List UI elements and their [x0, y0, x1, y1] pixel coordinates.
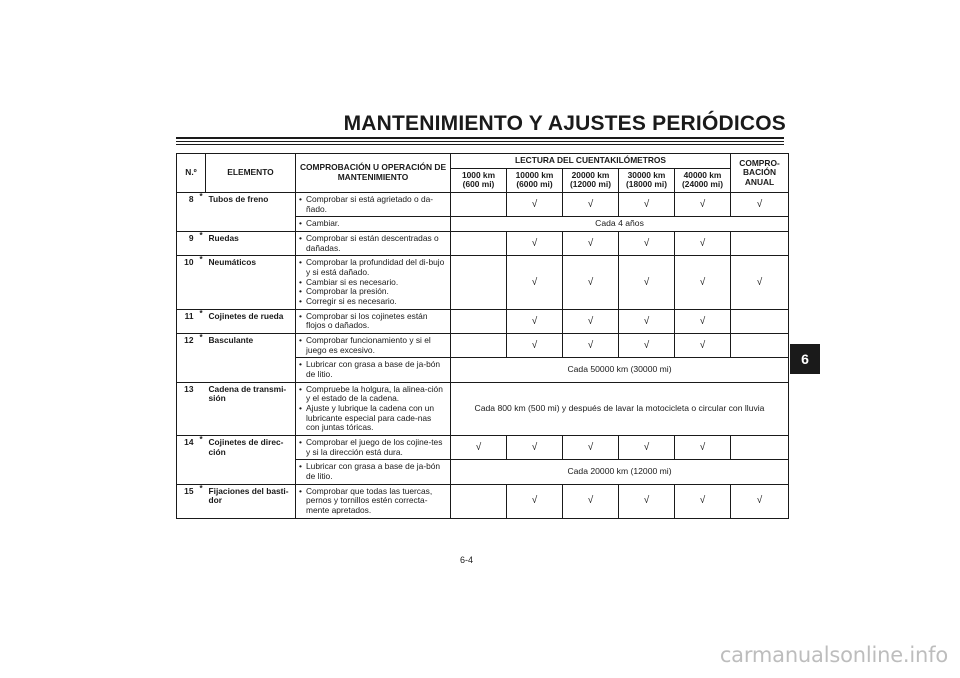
item-number: 8: [177, 192, 197, 231]
title-rule: [176, 141, 784, 142]
annual-check-cell: [731, 334, 789, 358]
item-number: 9: [177, 232, 197, 256]
item-element: Neumáticos: [206, 256, 296, 309]
header-km-3: [563, 168, 619, 192]
dealer-service-marker: [197, 382, 206, 435]
operation-cell: [296, 256, 451, 309]
km-label: 10000 km: [515, 169, 554, 180]
header-km-2: [507, 168, 563, 192]
operation-bullet: • Lubricar con grasa a base de ja-bón de litio.: [299, 462, 447, 481]
dealer-service-marker: [197, 484, 206, 518]
check-cell: [451, 192, 507, 216]
operation-cell: [296, 192, 451, 216]
operation-bullet: • Cambiar.: [299, 219, 447, 229]
item-number: 13: [177, 382, 197, 435]
page-title: MANTENIMIENTO Y AJUSTES PERIÓDICOS: [343, 112, 786, 135]
km-label: 1000 km: [461, 169, 496, 180]
check-cell: √: [507, 232, 563, 256]
item-number: 12: [177, 334, 197, 383]
check-cell: √: [619, 435, 675, 459]
item-element: Cadena de transmi-sión: [206, 382, 296, 435]
page-number: 6-4: [460, 555, 474, 565]
check-cell: √: [675, 435, 731, 459]
asterisk-mark: *: [199, 483, 203, 493]
asterisk-mark: *: [199, 255, 203, 265]
annual-check-cell: √: [731, 192, 789, 216]
dealer-service-marker: [197, 256, 206, 309]
asterisk-mark: *: [199, 333, 203, 343]
check-cell: [451, 484, 507, 518]
dealer-service-marker: [197, 192, 206, 231]
table-row: [177, 484, 789, 518]
check-cell: √: [563, 484, 619, 518]
operation-bullet: • Comprobar si están descentradas o dañadas.: [299, 234, 447, 253]
check-cell: √: [619, 192, 675, 216]
check-cell: √: [563, 256, 619, 309]
mi-label: (18000 mi): [626, 179, 667, 190]
item-element: Cojinetes de direc-ción: [206, 435, 296, 484]
asterisk-mark: *: [199, 434, 203, 444]
item-element: Cojinetes de rueda: [206, 309, 296, 333]
annual-check-cell: [731, 435, 789, 459]
header-odometer: LECTURA DEL CUENTAKILÓMETROS: [451, 154, 731, 169]
check-cell: √: [619, 334, 675, 358]
operation-bullet: • Comprobar el juego de los cojine-tes y si la dirección está dura.: [299, 438, 447, 457]
operation-bullet: • Corregir si es necesario.: [299, 297, 447, 307]
header-number: N.º: [177, 154, 206, 193]
check-cell: √: [675, 232, 731, 256]
operation-cell: [296, 382, 451, 435]
km-label: 40000 km: [683, 169, 722, 180]
check-cell: √: [507, 192, 563, 216]
check-cell: √: [675, 334, 731, 358]
check-cell: √: [675, 256, 731, 309]
check-cell: √: [507, 484, 563, 518]
operation-cell: [296, 484, 451, 518]
operation-bullet: • Cambiar si es necesario.: [299, 278, 447, 288]
operation-bullet: • Compruebe la holgura, la alinea-ción y el estado de la cadena.: [299, 385, 447, 404]
dealer-service-marker: [197, 309, 206, 333]
operation-cell: [296, 217, 451, 232]
maintenance-table: [176, 153, 789, 519]
operation-cell: [296, 334, 451, 358]
check-cell: √: [563, 435, 619, 459]
check-cell: [451, 256, 507, 309]
operation-bullet: • Comprobar funcionamiento y si el juego es excesivo.: [299, 336, 447, 355]
operation-cell: [296, 460, 451, 484]
title-rule: [176, 137, 784, 139]
table-row: [177, 334, 789, 358]
check-cell: [451, 232, 507, 256]
operation-cell: [296, 358, 451, 382]
operation-bullet: • Lubricar con grasa a base de ja-bón de litio.: [299, 360, 447, 379]
table-row: [177, 435, 789, 459]
mi-label: (12000 mi): [570, 179, 611, 190]
check-cell: √: [619, 309, 675, 333]
header-element: ELEMENTO: [206, 154, 296, 193]
check-cell: √: [507, 435, 563, 459]
watermark: carmanualsonline.info: [719, 643, 948, 667]
dealer-service-marker: [197, 334, 206, 383]
check-cell: √: [563, 232, 619, 256]
header-operation: COMPROBACIÓN U OPERACIÓN DE MANTENIMIENTO: [296, 154, 451, 193]
interval-text: Cada 50000 km (30000 mi): [451, 358, 789, 382]
operation-bullet: • Comprobar que todas las tuercas, pernos y tornillos estén correcta-mente apretados.: [299, 487, 447, 516]
chapter-tab: 6: [790, 344, 820, 374]
item-number: 11: [177, 309, 197, 333]
check-cell: √: [619, 256, 675, 309]
table-row: [177, 256, 789, 309]
interval-text: Cada 800 km (500 mi) y después de lavar la motocicleta o circular con lluvia: [451, 382, 789, 435]
table-row: [177, 309, 789, 333]
asterisk-mark: *: [199, 191, 203, 201]
table-row: [177, 192, 789, 216]
operation-bullet: • Comprobar si está agrietado o da-ñado.: [299, 195, 447, 214]
header-km-4: [619, 168, 675, 192]
check-cell: √: [563, 334, 619, 358]
dealer-service-marker: [197, 435, 206, 484]
table-row: [177, 382, 789, 435]
km-label: 30000 km: [627, 169, 666, 180]
operation-cell: [296, 309, 451, 333]
asterisk-mark: *: [199, 308, 203, 318]
check-cell: √: [675, 309, 731, 333]
item-element: Basculante: [206, 334, 296, 383]
item-number: 10: [177, 256, 197, 309]
interval-text: Cada 4 años: [451, 217, 789, 232]
item-number: 14: [177, 435, 197, 484]
mi-label: (24000 mi): [682, 179, 723, 190]
check-cell: √: [619, 232, 675, 256]
check-cell: √: [507, 309, 563, 333]
check-cell: [451, 309, 507, 333]
operation-bullet: • Comprobar la profundidad del di-bujo y si está dañado.: [299, 258, 447, 277]
header-km-1: [451, 168, 507, 192]
check-cell: √: [563, 309, 619, 333]
operation-cell: [296, 435, 451, 459]
asterisk-mark: *: [199, 231, 203, 241]
check-cell: √: [675, 484, 731, 518]
operation-bullet: • Comprobar la presión.: [299, 287, 447, 297]
check-cell: √: [507, 256, 563, 309]
annual-check-cell: √: [731, 256, 789, 309]
operation-cell: [296, 232, 451, 256]
mi-label: (6000 mi): [516, 179, 553, 190]
header-km-5: [675, 168, 731, 192]
title-rule: [176, 144, 784, 145]
table-row: [177, 232, 789, 256]
check-cell: √: [675, 192, 731, 216]
item-number: 15: [177, 484, 197, 518]
check-cell: √: [507, 334, 563, 358]
annual-check-cell: [731, 309, 789, 333]
mi-label: (600 mi): [462, 179, 495, 190]
annual-check-cell: [731, 232, 789, 256]
check-cell: √: [619, 484, 675, 518]
interval-text: Cada 20000 km (12000 mi): [451, 460, 789, 484]
item-element: Ruedas: [206, 232, 296, 256]
dealer-service-marker: [197, 232, 206, 256]
check-cell: √: [451, 435, 507, 459]
km-label: 20000 km: [571, 169, 610, 180]
item-element: Tubos de freno: [206, 192, 296, 231]
operation-bullet: • Ajuste y lubrique la cadena con un lubricante especial para cade-nas con juntas tóricas.: [299, 404, 447, 433]
check-cell: [451, 334, 507, 358]
header-row: [177, 154, 789, 169]
check-cell: √: [563, 192, 619, 216]
annual-check-cell: √: [731, 484, 789, 518]
header-annual: COMPRO-BACIÓN ANUAL: [731, 154, 789, 193]
item-element: Fijaciones del basti-dor: [206, 484, 296, 518]
operation-bullet: • Comprobar si los cojinetes están flojos o dañados.: [299, 312, 447, 331]
